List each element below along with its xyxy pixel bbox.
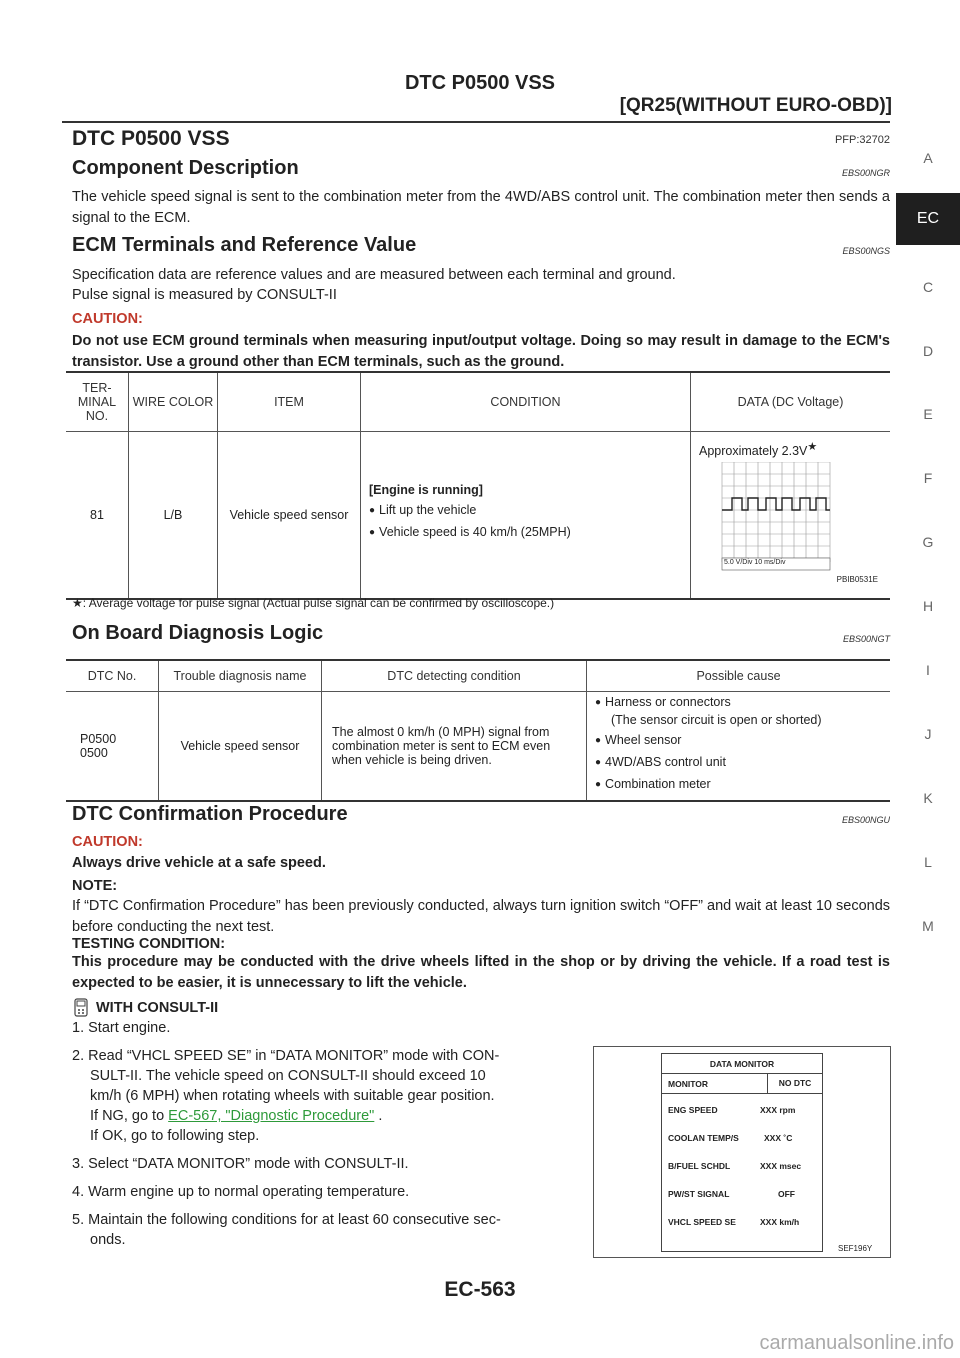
monitor-row (662, 1143, 822, 1171)
trouble-name: Vehicle speed sensor (159, 692, 322, 802)
page-number: EC-563 (444, 1278, 516, 1301)
side-tab-m[interactable]: M (922, 918, 934, 934)
obd-table (66, 659, 890, 802)
note-label: NOTE: (72, 878, 118, 894)
cause-item: (The sensor circuit is open or shorted) (611, 713, 822, 727)
terminals-table (66, 371, 890, 600)
monitor-row (662, 1115, 822, 1143)
scope-scale-label: 5.0 V/Div 10 ms/Div (724, 559, 786, 566)
side-tab-c[interactable]: C (922, 279, 934, 295)
terminals-line-2: Pulse signal is measured by CONSULT-II (72, 287, 337, 303)
side-tab-ec-active[interactable]: EC (896, 193, 960, 245)
confirm-caution-label: CAUTION: (72, 834, 143, 850)
step-2-ng (72, 1106, 592, 1126)
dtc-code: P0500 (80, 732, 117, 746)
col-terminal: TER-MINAL NO. (66, 372, 129, 432)
col-condition: CONDITION (361, 372, 691, 432)
monitor-col-2: NO DTC (767, 1074, 822, 1093)
footnote-text: : Average voltage for pulse signal (Actual pulse signal can be confirmed by oscilloscope.) (82, 596, 555, 610)
confirm-caution-text: Always drive vehicle at a safe speed. (72, 855, 326, 871)
table-row (66, 432, 890, 600)
terminals-caution-label: CAUTION: (72, 311, 143, 327)
bullet-icon: ● (595, 757, 602, 768)
confirm-code: EBS00NGU (841, 815, 890, 825)
side-tab-f[interactable]: F (923, 470, 933, 486)
star-icon: ★ (807, 441, 818, 453)
figure-id: PBIB0531E (836, 575, 878, 584)
step-2-ng-text: If NG, go to (90, 1108, 169, 1124)
side-tab-d[interactable]: D (922, 343, 934, 359)
cause-item: Wheel sensor (605, 733, 682, 747)
terminals-heading: ECM Terminals and Reference Value (72, 234, 417, 256)
with-consult-text: WITH CONSULT-II (96, 1000, 219, 1016)
bullet-icon: ● (369, 505, 376, 516)
footnote (72, 596, 554, 610)
monitor-row-value: XXX msec (760, 1161, 802, 1171)
terminals-line-1: Specification data are reference values and are measured between each terminal and ground. (72, 267, 676, 283)
data-value: Approximately 2.3V (699, 444, 808, 459)
dtc-code: 0500 (80, 746, 108, 760)
step-2-line: 2. Read “VHCL SPEED SE” in “DATA MONITOR” mode with CON- (72, 1048, 500, 1064)
step-5-line: onds. (90, 1232, 126, 1248)
obd-code: EBS00NGT (842, 634, 890, 644)
condition-item: Lift up the vehicle (379, 503, 477, 517)
condition-title: [Engine is running] (369, 483, 483, 497)
terminal-no: 81 (90, 508, 104, 522)
obd-heading: On Board Diagnosis Logic (72, 622, 324, 644)
step-1: 1. Start engine. (72, 1020, 171, 1036)
consult-tool-icon (72, 998, 90, 1018)
step-4: 4. Warm engine up to normal operating temperature. (72, 1184, 410, 1200)
col-name: Trouble diagnosis name (159, 660, 322, 692)
col-wire: WIRE COLOR (129, 372, 218, 432)
component-heading: Component Description (72, 157, 299, 179)
bullet-icon: ● (595, 779, 602, 790)
confirm-heading: DTC Confirmation Procedure (72, 803, 348, 825)
page-header-title: DTC P0500 VSS (404, 72, 556, 94)
condition-item: Vehicle speed is 40 km/h (25MPH) (379, 525, 571, 539)
monitor-title: DATA MONITOR (662, 1054, 822, 1074)
cause-item: Combination meter (605, 777, 711, 791)
side-tab-e[interactable]: E (923, 406, 933, 422)
bullet-icon: ● (595, 735, 602, 746)
side-tab-i[interactable]: I (926, 662, 930, 678)
section-title: DTC P0500 VSS (72, 127, 230, 150)
step-2-line: SULT-II. The vehicle speed on CONSULT-II should exceed 10 (90, 1068, 486, 1084)
cause-item: 4WD/ABS control unit (605, 755, 726, 769)
monitor-row-value: OFF (778, 1189, 795, 1199)
data-cell (691, 432, 891, 600)
bullet-icon: ● (369, 527, 376, 538)
side-tab-h[interactable]: H (922, 598, 934, 614)
table-row (66, 692, 890, 802)
side-tab-j[interactable]: J (924, 726, 932, 742)
step-3: 3. Select “DATA MONITOR” mode with CONSULT-II. (72, 1156, 409, 1172)
bullet-icon: ● (595, 697, 602, 708)
oscilloscope-figure (716, 462, 836, 574)
page-header-subtitle: [QR25(WITHOUT EURO-OBD)] (619, 95, 892, 116)
section-code: PFP:32702 (834, 134, 890, 146)
side-tab-k[interactable]: K (923, 790, 933, 806)
detect-condition: The almost 0 km/h (0 MPH) signal from combination meter is sent to ECM even when vehicle is being driven. (322, 692, 587, 802)
cause-item: Harness or connectors (605, 695, 731, 709)
side-tab-l[interactable]: L (924, 854, 932, 870)
monitor-row (662, 1094, 822, 1115)
monitor-row (662, 1199, 822, 1227)
monitor-row-name: ENG SPEED (668, 1105, 718, 1115)
col-data: DATA (DC Voltage) (691, 372, 891, 432)
component-code: EBS00NGR (841, 168, 890, 178)
monitor-row-value: XXX rpm (760, 1105, 796, 1115)
monitor-figure-id: SEF196Y (838, 1244, 873, 1253)
testing-text: This procedure may be conducted with the drive wheels lifted in the shop or by driving the vehicle. If a road test is expected to be easier, it is unnecessary to lift the vehicle. (72, 954, 890, 991)
star-icon: ★ (72, 596, 83, 610)
procedure-steps (72, 1018, 592, 1250)
monitor-row-value: XXX ˚C (764, 1133, 793, 1143)
col-detect: DTC detecting condition (322, 660, 587, 692)
note-text: If “DTC Confirmation Procedure” has been previously conducted, always turn ignition switch “OFF” and wait at least 10 seconds before conducting the next test. (72, 898, 891, 935)
data-monitor-screen (661, 1053, 823, 1252)
step-2-line: km/h (6 MPH) when rotating wheels with suitable gear position. (90, 1088, 495, 1104)
monitor-col-header (662, 1074, 822, 1094)
monitor-col-1: MONITOR (668, 1078, 708, 1089)
step-5-line: 5. Maintain the following conditions for at least 60 consecutive sec- (72, 1212, 501, 1228)
header-divider (62, 121, 890, 123)
diagnostic-procedure-link[interactable]: EC-567, "Diagnostic Procedure" (168, 1108, 375, 1124)
col-cause: Possible cause (587, 660, 891, 692)
monitor-row-name: B/FUEL SCHDL (668, 1161, 731, 1171)
side-tab-g[interactable]: G (922, 534, 934, 550)
terminals-caution-text: Do not use ECM ground terminals when measuring input/output voltage. Doing so may result in damage to the ECM's transistor. Use a ground other than ECM terminals, such as the ground. (72, 333, 890, 370)
component-text: The vehicle speed signal is sent to the combination meter from the 4WD/ABS control unit. The combination meter then sends a signal to the ECM. (72, 189, 890, 226)
monitor-row-name: COOLAN TEMP/S (668, 1133, 739, 1143)
dtc-cell (66, 692, 159, 802)
with-consult-label (72, 998, 218, 1018)
watermark: carmanualsonline.info (759, 1332, 954, 1354)
monitor-row-name: VHCL SPEED SE (668, 1217, 736, 1227)
testing-label: TESTING CONDITION: (72, 936, 226, 952)
condition-cell (361, 432, 691, 600)
monitor-row-value: XXX km/h (760, 1217, 800, 1227)
col-item: ITEM (218, 372, 361, 432)
item-name: Vehicle speed sensor (218, 432, 361, 600)
step-2-ok: If OK, go to following step. (90, 1128, 260, 1144)
col-dtc: DTC No. (66, 660, 159, 692)
monitor-row-name: PW/ST SIGNAL (668, 1189, 730, 1199)
cause-cell (587, 692, 891, 802)
step-2-ng-end: . (374, 1108, 383, 1124)
side-tab-a[interactable]: A (923, 150, 933, 166)
wire-color: L/B (129, 432, 218, 600)
monitor-row (662, 1171, 822, 1199)
terminals-code: EBS00NGS (842, 246, 890, 256)
